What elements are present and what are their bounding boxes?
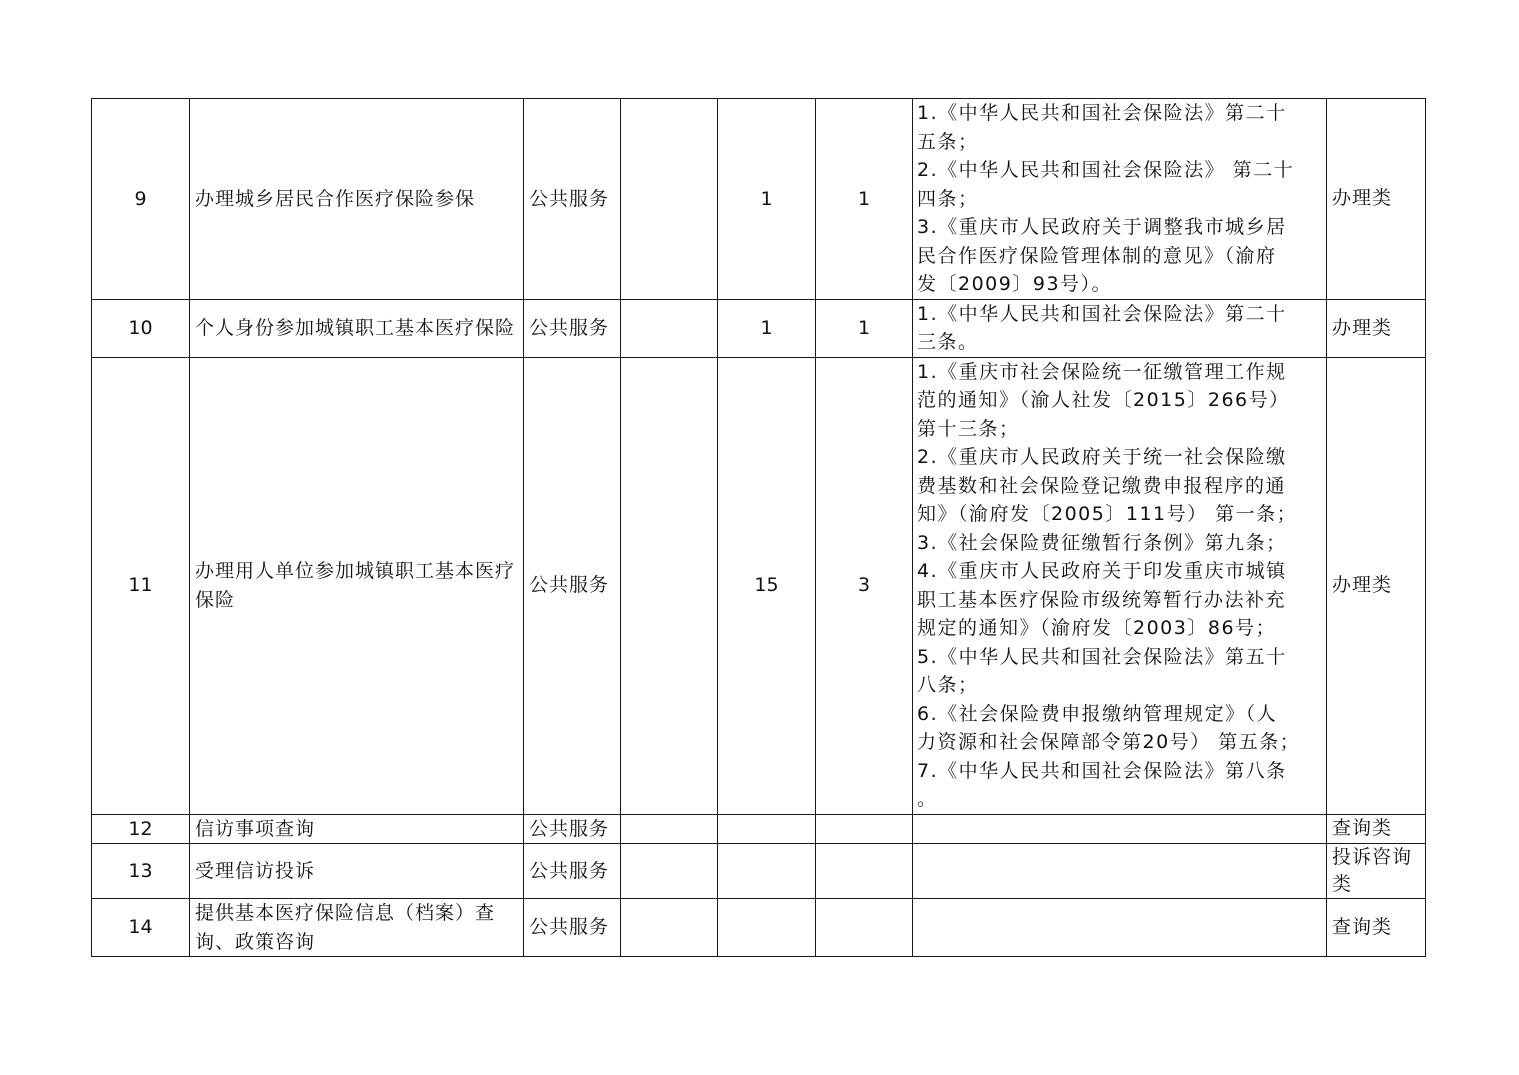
- empty-cell: [621, 299, 718, 357]
- count-a: [718, 814, 816, 844]
- service-type: 公共服务: [524, 99, 621, 300]
- row-number: 10: [92, 299, 190, 357]
- row-number: 11: [92, 357, 190, 814]
- count-b: [816, 899, 913, 957]
- row-number: 12: [92, 814, 190, 844]
- service-item-name: 办理城乡居民合作医疗保险参保: [190, 99, 524, 300]
- count-b: 1: [816, 299, 913, 357]
- count-b: 3: [816, 357, 913, 814]
- count-a: [718, 844, 816, 899]
- service-item-name: 提供基本医疗保险信息（档案）查询、政策咨询: [190, 899, 524, 957]
- service-item-name: 信访事项查询: [190, 814, 524, 844]
- table-row: [92, 357, 1426, 814]
- count-a: 1: [718, 299, 816, 357]
- service-items-table: [91, 98, 1426, 957]
- legal-basis-line: 5.《中华人民共和国社会保险法》第五十: [917, 645, 1287, 668]
- legal-basis-line: 职工基本医疗保险市级统筹暂行办法补充: [917, 588, 1287, 611]
- legal-basis-line: 民合作医疗保险管理体制的意见》（渝府: [917, 244, 1277, 267]
- service-category: 办理类: [1327, 357, 1426, 814]
- service-type: 公共服务: [524, 299, 621, 357]
- legal-basis-line: 3.《重庆市人民政府关于调整我市城乡居: [917, 216, 1287, 238]
- legal-basis-line: 知》（渝府发〔2005〕111号） 第一条；: [917, 503, 1298, 525]
- legal-basis-line: 规定的通知》（渝府发〔2003〕86号；: [917, 617, 1277, 639]
- legal-basis: [913, 899, 1327, 957]
- service-item-name: 办理用人单位参加城镇职工基本医疗保险: [190, 357, 524, 814]
- service-type: 公共服务: [524, 899, 621, 957]
- table-row: [92, 99, 1426, 300]
- legal-basis: [913, 99, 1327, 300]
- legal-basis-line: 6.《社会保险费申报缴纳管理规定》（人: [917, 702, 1278, 725]
- legal-basis: [913, 357, 1327, 814]
- empty-cell: [621, 899, 718, 957]
- count-a: [718, 899, 816, 957]
- row-number: 14: [92, 899, 190, 957]
- empty-cell: [621, 814, 718, 844]
- legal-basis-line: 第十三条；: [917, 417, 1020, 440]
- legal-basis-line: 7.《中华人民共和国社会保险法》第八条: [917, 759, 1287, 782]
- count-a: 1: [718, 99, 816, 300]
- service-category: 查询类: [1327, 814, 1426, 844]
- count-b: [816, 844, 913, 899]
- service-category: 查询类: [1327, 899, 1426, 957]
- service-type: 公共服务: [524, 357, 621, 814]
- legal-basis: [913, 814, 1327, 844]
- legal-basis-line: 1.《中华人民共和国社会保险法》第二十: [917, 302, 1287, 325]
- legal-basis-line: 四条；: [917, 187, 979, 210]
- empty-cell: [621, 844, 718, 899]
- table-row: [92, 299, 1426, 357]
- service-category: 投诉咨询类: [1327, 844, 1426, 899]
- row-number: 13: [92, 844, 190, 899]
- service-category: 办理类: [1327, 99, 1426, 300]
- legal-basis-line: 五条；: [917, 130, 979, 153]
- service-category: 办理类: [1327, 299, 1426, 357]
- count-b: [816, 814, 913, 844]
- row-number: 9: [92, 99, 190, 300]
- legal-basis-line: 范的通知》（渝人社发〔2015〕266号）: [917, 389, 1290, 411]
- legal-basis-line: 1.《重庆市社会保险统一征缴管理工作规: [917, 360, 1287, 383]
- legal-basis-line: 3.《社会保险费征缴暂行条例》第九条；: [917, 531, 1287, 554]
- table-row: [92, 899, 1426, 957]
- legal-basis-line: 4.《重庆市人民政府关于印发重庆市城镇: [917, 560, 1287, 582]
- legal-basis: [913, 299, 1327, 357]
- legal-basis-line: 。: [917, 788, 938, 810]
- empty-cell: [621, 357, 718, 814]
- legal-basis-line: 2.《重庆市人民政府关于统一社会保险缴: [917, 446, 1287, 468]
- service-item-name: 受理信访投诉: [190, 844, 524, 899]
- service-type: 公共服务: [524, 814, 621, 844]
- legal-basis-line: 1.《中华人民共和国社会保险法》第二十: [917, 102, 1287, 124]
- legal-basis-line: 费基数和社会保险登记缴费申报程序的通: [917, 474, 1287, 497]
- legal-basis-line: 发〔2009〕93号）。: [917, 273, 1113, 295]
- table-row: [92, 814, 1426, 844]
- legal-basis-line: 2.《中华人民共和国社会保险法》 第二十: [917, 159, 1295, 181]
- count-a: 15: [718, 357, 816, 814]
- legal-basis-line: 力资源和社会保障部令第20号） 第五条；: [917, 731, 1301, 753]
- service-item-name: 个人身份参加城镇职工基本医疗保险: [190, 299, 524, 357]
- count-b: 1: [816, 99, 913, 300]
- service-type: 公共服务: [524, 844, 621, 899]
- legal-basis-line: 三条。: [917, 331, 979, 353]
- legal-basis: [913, 844, 1327, 899]
- table-row: [92, 844, 1426, 899]
- empty-cell: [621, 99, 718, 300]
- legal-basis-line: 八条；: [917, 674, 979, 696]
